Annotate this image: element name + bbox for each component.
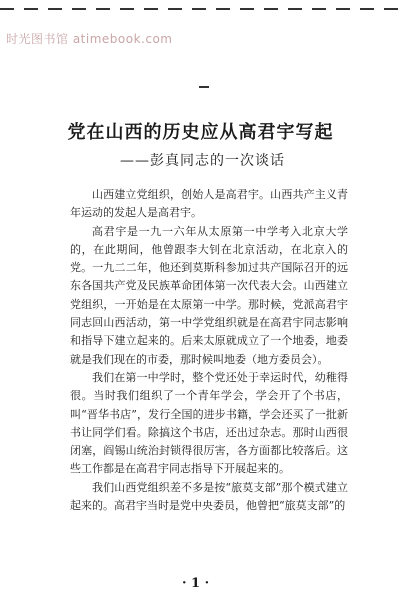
page-subtitle: ——彭真同志的一次谈话 [120,153,285,169]
body-text [70,186,348,515]
paragraph: 高君宇是一九一六年从太原第一中学考入北京大学的，在此期间，他曾跟李大钊在北京活动，在北京入的党。一九二二年，他还到莫斯科参加过共产国际召开的远东各国共产党及民族革命团体第一次代表大会。山西建立党组织，一开始是在太原第一中学。那时候，党派高君宇同志回山西活动，第一中学党组织就是在高君宇同志影响和指导下建立起来的。后来太原就成立了一个地委，地委就是我们现在的市委，那时候叫地委（地方委员会）。 [70,224,348,366]
paragraph: 我们在第一中学时，整个党还处于幸运时代，幼稚得很。当时我们组织了一个青年学会，学会开了个书店，叫“晋华书店”，发行全国的进步书籍，学会还买了一批新书让同学们看。除搞这个书店，还出过杂志。那时山西很闭塞，阎锡山统治封锁得很厉害，各方面都比较落后。这些工作都是在高君宇同志指导下开展起来的。 [70,370,348,476]
top-border [0,8,401,10]
watermark: 时光图书馆 atimebook.com [6,32,173,46]
paragraph: 我们山西党组织差不多是按“旅莫支部”那个模式建立起来的。高君宇当时是党中央委员，他曾把“旅莫支部”的 [70,480,348,513]
page-title: 党在山西的历史应从高君宇写起 [67,122,334,143]
chapter-mark [199,86,209,88]
page-number: · 1 · [182,576,210,591]
paragraph: 山西建立党组织，创始人是高君宇。山西共产主义青年运动的发起人是高君宇。 [70,188,348,220]
